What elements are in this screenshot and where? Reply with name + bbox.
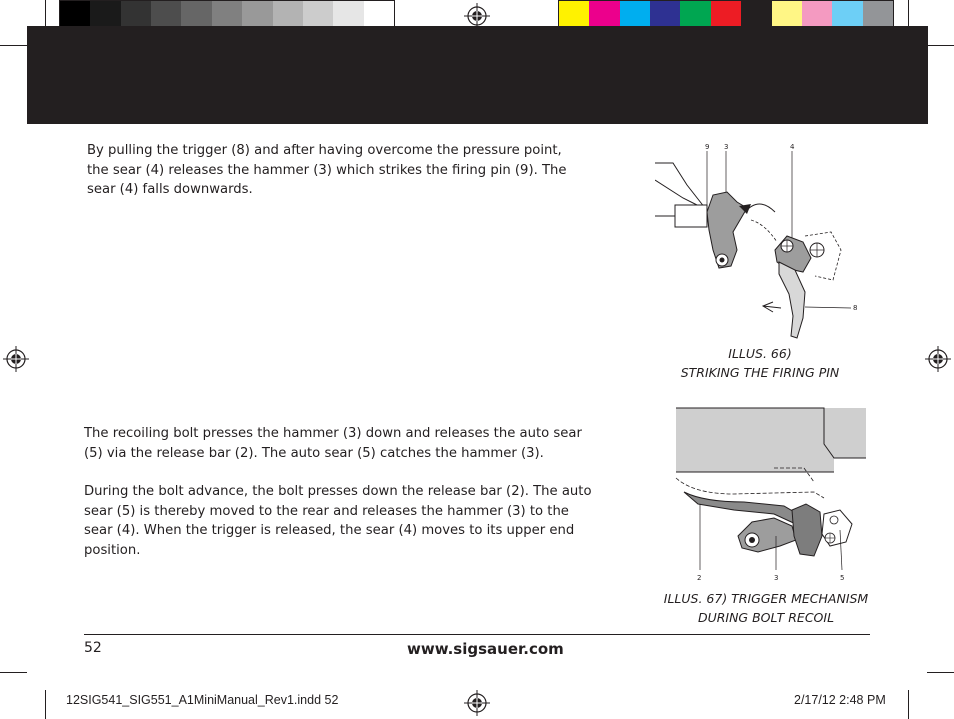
caption-line: ILLUS. 66) [728, 346, 792, 361]
illustration-67-trigger-mechanism [674, 406, 870, 586]
illustration-66-striking-firing-pin [655, 140, 870, 340]
section2-paragraph-2: During the bolt advance, the bolt presses down the release bar (2). The auto sear (5) is thereby moved to the rear and releases the hammer (3) to the sear (4). When the trigger is released, the sear (4) moves to its upper end position. [84, 484, 592, 558]
label-2: 2 [697, 574, 702, 582]
crop-mark [908, 0, 909, 27]
registration-mark-icon [925, 346, 951, 372]
crop-mark [0, 672, 27, 673]
registration-mark-icon [464, 690, 490, 716]
website-link[interactable]: www.sigsauer.com [407, 640, 564, 658]
label-9: 9 [705, 143, 710, 151]
caption-line: ILLUS. 67) TRIGGER MECHANISM [663, 591, 869, 606]
section1-paragraph: By pulling the trigger (8) and after having overcome the pressure point, the sear (4) releases the hammer (3) which strikes the firing pin (9). The sear (4) falls downwards. [87, 143, 567, 197]
label-3: 3 [724, 143, 729, 151]
label-3: 3 [774, 574, 779, 582]
crop-mark [908, 690, 909, 719]
illustration-67-caption [650, 589, 882, 627]
caption-line: STRIKING THE FIRING PIN [680, 365, 840, 380]
crop-mark [45, 690, 46, 719]
footer-rule [84, 634, 870, 635]
crop-mark [927, 672, 954, 673]
label-5: 5 [840, 574, 845, 582]
registration-mark-icon [3, 346, 29, 372]
caption-line: DURING BOLT RECOIL [697, 610, 835, 625]
crop-mark [45, 0, 46, 27]
illustration-66-caption [660, 344, 860, 382]
header-bar [27, 26, 928, 124]
slug-timestamp: 2/17/12 2:48 PM [794, 693, 886, 707]
section2-paragraph-1: The recoiling bolt presses the hammer (3) down and releases the auto sear (5) via the release bar (2). The auto sear (5) catches the hammer (3). [84, 426, 582, 461]
crop-mark [927, 45, 954, 46]
crop-mark [0, 45, 27, 46]
slug-filename: 12SIG541_SIG551_A1MiniManual_Rev1.indd 52 [66, 693, 339, 707]
label-8: 8 [853, 304, 858, 312]
label-4: 4 [790, 143, 795, 151]
page-number: 52 [84, 640, 102, 656]
